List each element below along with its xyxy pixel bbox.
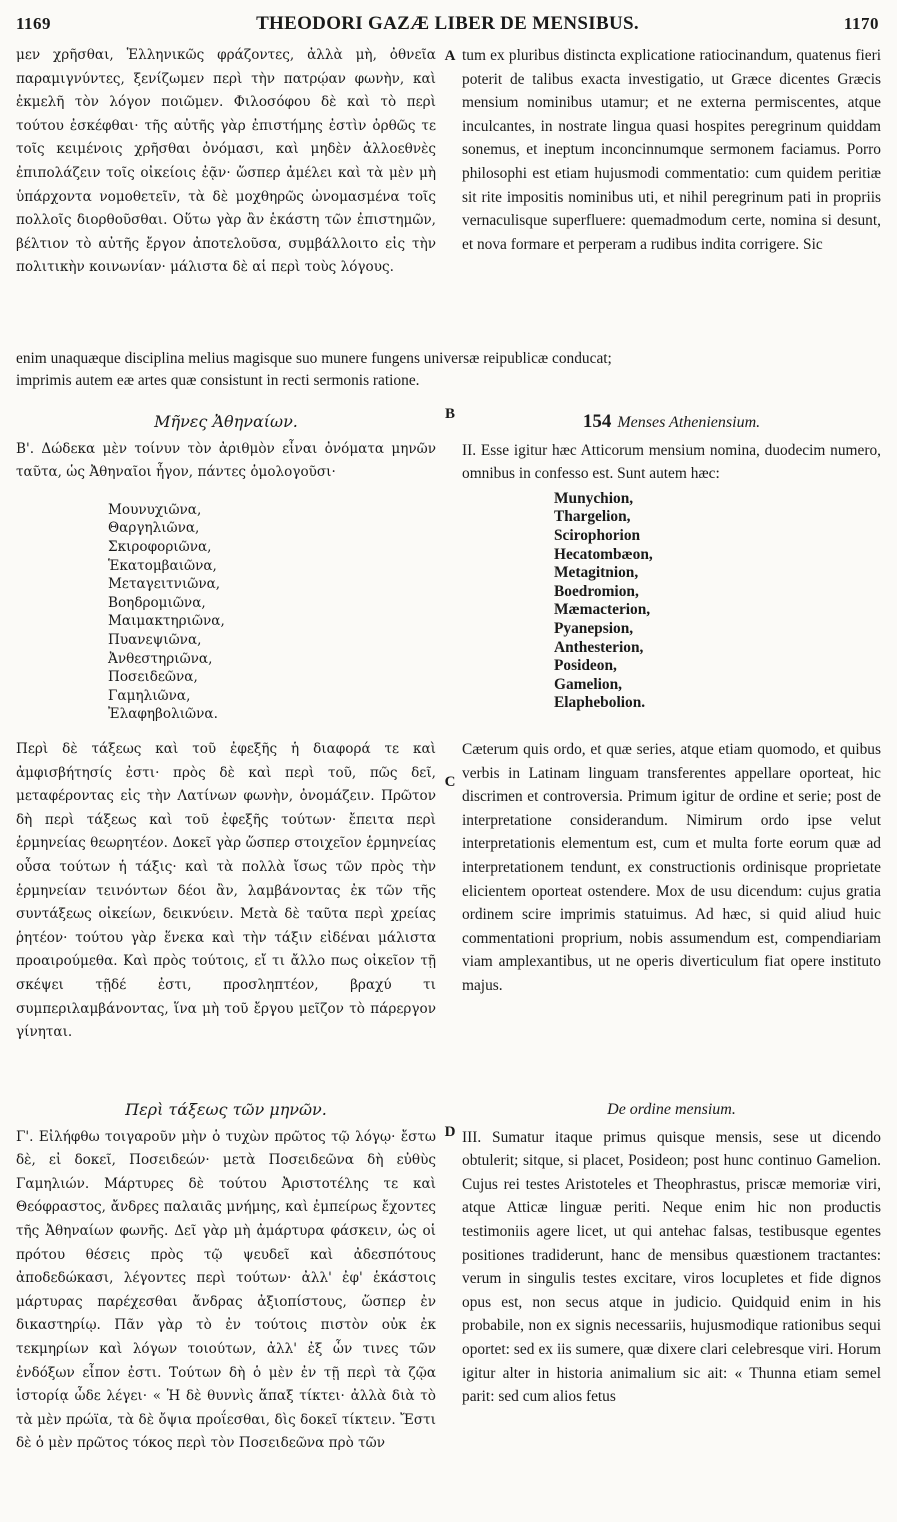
spanning-line-1: enim unaquæque disciplina melius magisque suo munere fungens universæ reipublicæ conducat; [16,350,612,367]
latin-order-paragraph: Cæterum quis ordo, et quæ series, atque etiam quomodo, et quibus verbis in Latinam linguam transferentes appellare oporteat, hic discrimen et controversia. Primum igitur de ordine et serie; post de interpretatione considerandum. Nimirum ordo ipse velut interpretationis elementum est, cum et multa forte eorum quæ ad interpretationem tendunt, ex constructionis ordinisque proprietate elicientem oporteat ostendere. Mox de usu dicendum: cujus gratia ordinem scire imprimis statuimus. Ad hæc, si quid aliud huic commentationi proprium, nobis assumendum est, compendiariam viam amplexantibus, ut ne operis diverticulum fiat opere instituto majus. [462,741,881,994]
greek-month-item: Ἑκατομβαιῶνα, [108,557,217,574]
greek-section-d [16,1090,436,1520]
page-header [16,10,879,38]
latin-month-item: Hecatombæon, [554,545,653,563]
latin-month-item: Anthesterion, [554,638,644,656]
greek-section-c [16,738,436,1090]
left-page-number: 1169 [16,14,52,33]
right-page-number: 1170 [843,14,879,33]
section-number: 154 [582,411,612,432]
latin-month-item: Elaphebolion. [554,694,646,712]
greek-month-item: Μεταγειτνιῶνα, [108,576,221,593]
greek-month-item: Γαμηλιῶνα, [108,687,191,704]
greek-month-item: Σκιροφοριῶνα, [108,538,212,555]
latin-month-item: Metagitnion, [554,564,639,582]
greek-month-item: Ποσειδεῶνα, [108,669,198,686]
greek-months-intro: Β'. Δώδεκα μὲν τοίνυν τὸν ἀριθμὸν εἶναι ὀνόματα μηνῶν ταῦτα, ὡς Ἀθηναῖοι ἦγον, πάντες ὁμολογοῦσι· [16,440,436,481]
latin-month-list [462,490,881,713]
margin-letter-a: A [444,48,456,64]
greek-d-paragraph: Γ'. Εἰλήφθω τοιγαροῦν μὴν ὁ τυχὼν πρῶτος τῷ λόγῳ· ἔστω δὲ, εἰ δοκεῖ, Ποσειδεών· μετὰ Ποσειδεῶνα δὴ εὐθὺς Γαμηλιών. Μάρτυρες δὲ τούτου Ἀριστοτέλης τε καὶ Θεόφραστος, ἄνδρες παλαιᾶς μνήμης, καὶ ἐμπείρως ἔχοντες τῆς Ἀθηναίων φωνῆς. Δεῖ γὰρ μὴ ἀμάρτυρα φάσκειν, ὡς οἱ πρότου θέσεις πρὸς τῷ ψευδεῖ καὶ ἀδεσπότους ἀποδεδώκασι, λέγοντες περὶ τούτων· ἀλλ' ἐφ' ἑκάστοις μάρτυρας παρέχεσθαι ἄνδρας ἀξιοπίστους, ὥσπερ ἐν δικαστηρίῳ. Πᾶν γὰρ τὸ ἐν τούτοις πιστὸν οὐκ ἐκ τεκμηρίων καὶ λόγων τοιούτων, ἀλλ' ἐξ ὧν τινες τῶν ἐνδόξων εἶπον ἐστι. Τούτων δὴ ὁ μὲν ἐν τῇ περὶ τὰ ζῷα ἱστορίᾳ ὧδε λέγει· « Ἡ δὲ θυννὶς ἅπαξ τίκτει· ἀλλὰ διὰ τὸ τὰ μὲν πρώϊα, τὰ δὲ ὄψια προΐεσθαι, δὶς δοκεῖ τίκτειν. Ἔστι δὲ ὁ μὲν πρῶτος τόκος περὶ τὸν Ποσειδεῶνα πρὸ τῶν [16,1128,436,1452]
latin-month-item: Boedromion, [554,582,639,600]
latin-month-item: Gamelion, [554,675,622,693]
margin-letter-b: B [444,406,455,422]
greek-month-item: Ἐλαφηβολιῶνα. [108,706,218,723]
latin-column [462,44,881,348]
latin-top-paragraph: tum ex pluribus distincta explicatione ratiocinandum, quatenus fieri poterit de talibus exacta investigatio, ut Græce dicentes Græcis mensium nominibus utamur; et ne externa permiscentes, atque inculcantes, in nostrate lingua quasi hospites peregrinum quiddam sonemus, et ineptum inconcinnumque sermonem faciamus. Porro philosophi est etiam hujusmodi commentatio: cum quidem peritiæ sit rite impositis nominibus uti, et nihil peregrinum pati in propriis vernaculisque superfluere: quemadmodum certe, nomina si desunt, et nova formare et perperam a rudibus indita corrigere. Sic [462,47,881,253]
greek-month-item: Μουνυχιῶνα, [108,501,202,518]
greek-column [16,44,436,348]
margin-letter-d: D [444,1124,456,1140]
latin-section-title: Menses Atheniensium. [617,414,761,431]
latin-section-c [462,738,881,1090]
greek-section-heading: Μῆνες Ἀθηναίων. [154,412,298,431]
latin-section-d [462,1090,881,1520]
margin-letter-c: C [444,774,456,790]
latin-month-item: Pyanepsion, [554,619,634,637]
latin-section-heading [462,410,881,435]
greek-top-paragraph: μεν χρῆσθαι, Ἑλληνικῶς φράζοντες, ἀλλὰ μὴ, ὀθνεῖα παραμιγνύντες, ξενίζωμεν περὶ τὴν πατρῴαν φωνὴν, καὶ ἐκμελῆ τὸν λόγον ποιῶμεν. Φιλοσόφου δὲ καὶ τὸ περὶ τούτου ἐσκέφθαι· τῆς αὐτῆς γὰρ ἐπιστήμης ἐστὶν ὀρθῶς τε τοῖς κειμένοις χρῆσθαι ὀνόμασι, καὶ μηδὲν ἀλλοεθνὲς ἐπιπολάζειν τοῖς οἰκείοις ἐᾷν· ὥσπερ ἀμέλει καὶ τὰ μὲν μὴ ὑπάρχοντα νομοθετεῖν, τὰ δὲ μοχθηρῶς ὠνομασμένα τοῖς πολλοῖς διορθοῦσθαι. Οὕτω γὰρ ἂν ἑκάστη τῶν ἐπιστημῶν, βέλτιον τὸ αὐτῆς ἔργον ἀποτελοῦσα, συμβάλλοιτο εἰς τὴν πολιτικὴν κοινωνίαν· μάλιστα δὲ αἱ περὶ τοὺς λόγους. [16,47,436,276]
spanning-line-2: imprimis autem eæ artes quæ consistunt in recti sermonis ratione. [16,372,420,389]
greek-order-heading: Περὶ τάξεως τῶν μηνῶν. [125,1100,327,1119]
latin-order-heading: De ordine mensium. [607,1101,736,1118]
greek-month-list [16,501,436,724]
greek-month-item: Πυανεψιῶνα, [108,631,202,648]
running-title: THEODORI GAZÆ LIBER DE MENSIBUS. [256,13,639,34]
greek-month-item: Ἀνθεστηριῶνα, [108,650,213,667]
latin-month-item: Mæmacterion, [554,601,651,619]
greek-month-item: Μαιμακτηριῶνα, [108,613,225,630]
greek-month-item: Βοηδρομιῶνα, [108,594,206,611]
latin-month-item: Posideon, [554,657,617,675]
latin-d-paragraph: III. Sumatur itaque primus quisque mensis, sese ut dicendo obtulerit; sitque, si placet, Posideon; post hunc continuo Gamelion. Cujus rei testes Aristoteles et Theophrastus, priscæ memoriæ viri, atque Atticæ linguæ periti. Neque enim hic non productis testimoniis agere licet, ut qui antehac falsas, testibusque egentes positiones tradiderunt, hanc de mensibus quæstionem tractantes: verum in singulis testes excitare, viros locupletes et fide dignos opus est, non secus atque in judicio. Quidquid enim in his probabile, non ex signis necessariis, hujusmodique rationibus sequi oportet: sed ex iis sumere, quæ dixere clari celebresque viri. Horum igitur alter in historia animalium sic ait: « Thunna etiam semel parit: sed cum alios fetus [462,1128,881,1406]
greek-order-paragraph: Περὶ δὲ τάξεως καὶ τοῦ ἐφεξῆς ἡ διαφορά τε καὶ ἀμφισβήτησίς ἐστι· πρὸς δὲ καὶ περὶ τοῦ, πῶς δεῖ, μεταφέροντας εἰς τὴν Λατίνων φωνὴν, ὀνομάζειν. Πρῶτον δὴ περὶ τάξεως καὶ τοῦ ἐφεξῆς τούτων· ἔπειτα περὶ ἑρμηνείας θεωρητέον. Δοκεῖ γὰρ ὥσπερ στοιχεῖον ἑρμηνείας οὖσα τούτων ἡ τάξις· καὶ τὰ πολλὰ ἴσως τῶν πρὸς τὴν ἑρμηνείαν τεινόντων δέοι ἂν, λαμβάνοντας ἐκ τῶν τῆς συντάξεως οἰκείων, δεικνύειν. Μετὰ δὲ ταῦτα περὶ χρείας ῥητέον· τούτου γὰρ ἕνεκα καὶ τὴν τάξιν εἰδέναι μάλιστα προαιρούμεθα. Καὶ πρὸς τούτοις, εἴ τι ἄλλο πως οἰκεῖον τῇ σκέψει τῇδέ ἐστι, προσληπτέον, βραχύ τι συμπεριλαμβάνοντας, ἵνα μὴ τοῦ ἔργου μεῖζον τὸ πάρεργον γίνηται. [16,741,436,1041]
latin-months-intro: II. Esse igitur hæc Atticorum mensium nomina, duodecim numero, omnibus in confesso est. Sunt autem hæc: [462,441,881,483]
latin-section-b [462,402,881,719]
greek-month-item: Θαργηλιῶνα, [108,520,200,537]
latin-month-item: Thargelion, [554,508,631,526]
greek-section-b [16,402,436,730]
latin-month-item: Munychion, [554,489,634,507]
latin-month-item: Scirophorion [554,526,641,544]
